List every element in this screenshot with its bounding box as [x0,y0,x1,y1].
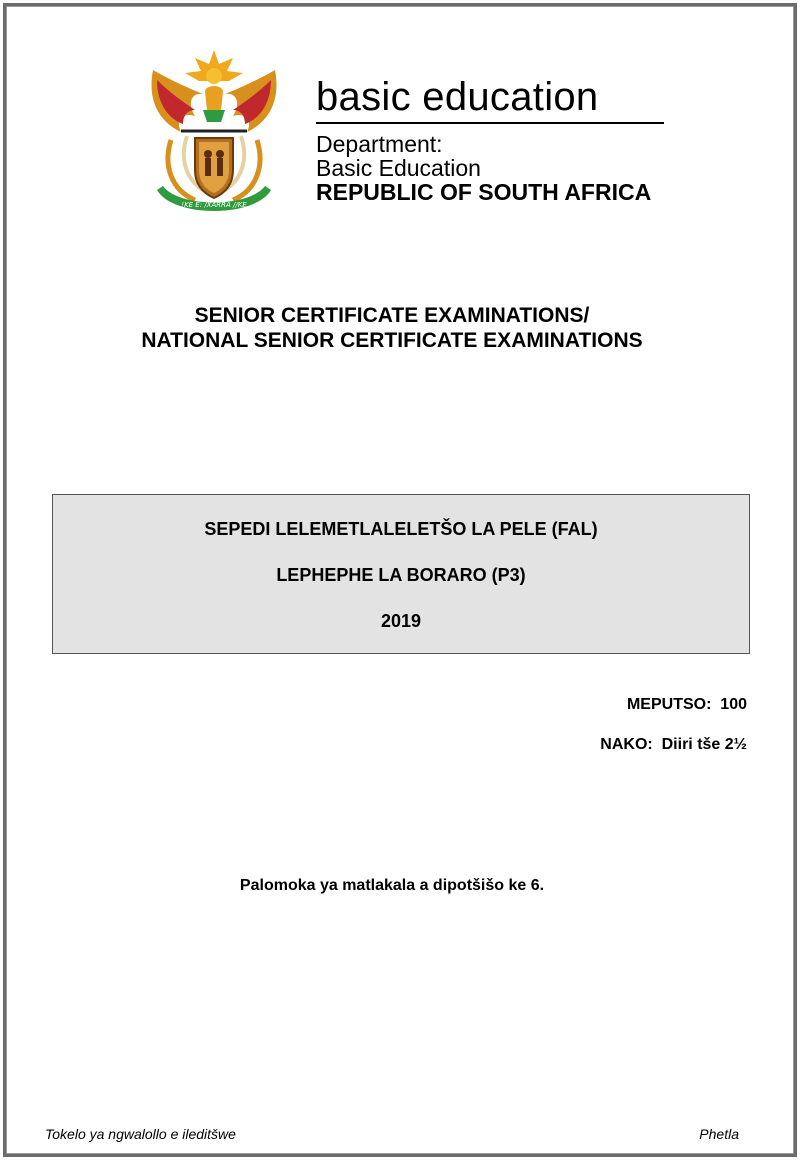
department-label: Department: [316,131,443,157]
paper-number: LEPHEPHE LA BORARO (P3) [276,565,526,585]
department-name: Basic Education [316,155,481,181]
exam-title-line-1: SENIOR CERTIFICATE EXAMINATIONS/ [194,304,590,327]
crest-motto: !KE E: /XARRA //KE [181,201,247,209]
coat-of-arms-icon [143,40,285,220]
marks-total: MEPUTSO: 100 [626,696,747,713]
country-name: REPUBLIC OF SOUTH AFRICA [316,179,652,205]
exam-year: 2019 [380,611,422,631]
brand-divider [316,122,664,124]
page-count-note: Palomoka ya matlakala a dipotšišo ke 6. [239,877,545,894]
subject-name: SEPEDI LELEMETLALELETŠO LA PELE (FAL) [204,519,598,539]
sun-icon [185,50,243,84]
subject-box [52,494,750,654]
exam-duration: NAKO: Diiri tše 2½ [600,736,747,753]
copyright-notice: Tokelo ya ngwalollo e ileditšwe [45,1126,236,1142]
brand-name: basic education [316,75,599,119]
exam-title-line-2: NATIONAL SENIOR CERTIFICATE EXAMINATIONS [141,329,643,352]
turn-over-note: Phetla [699,1126,739,1142]
